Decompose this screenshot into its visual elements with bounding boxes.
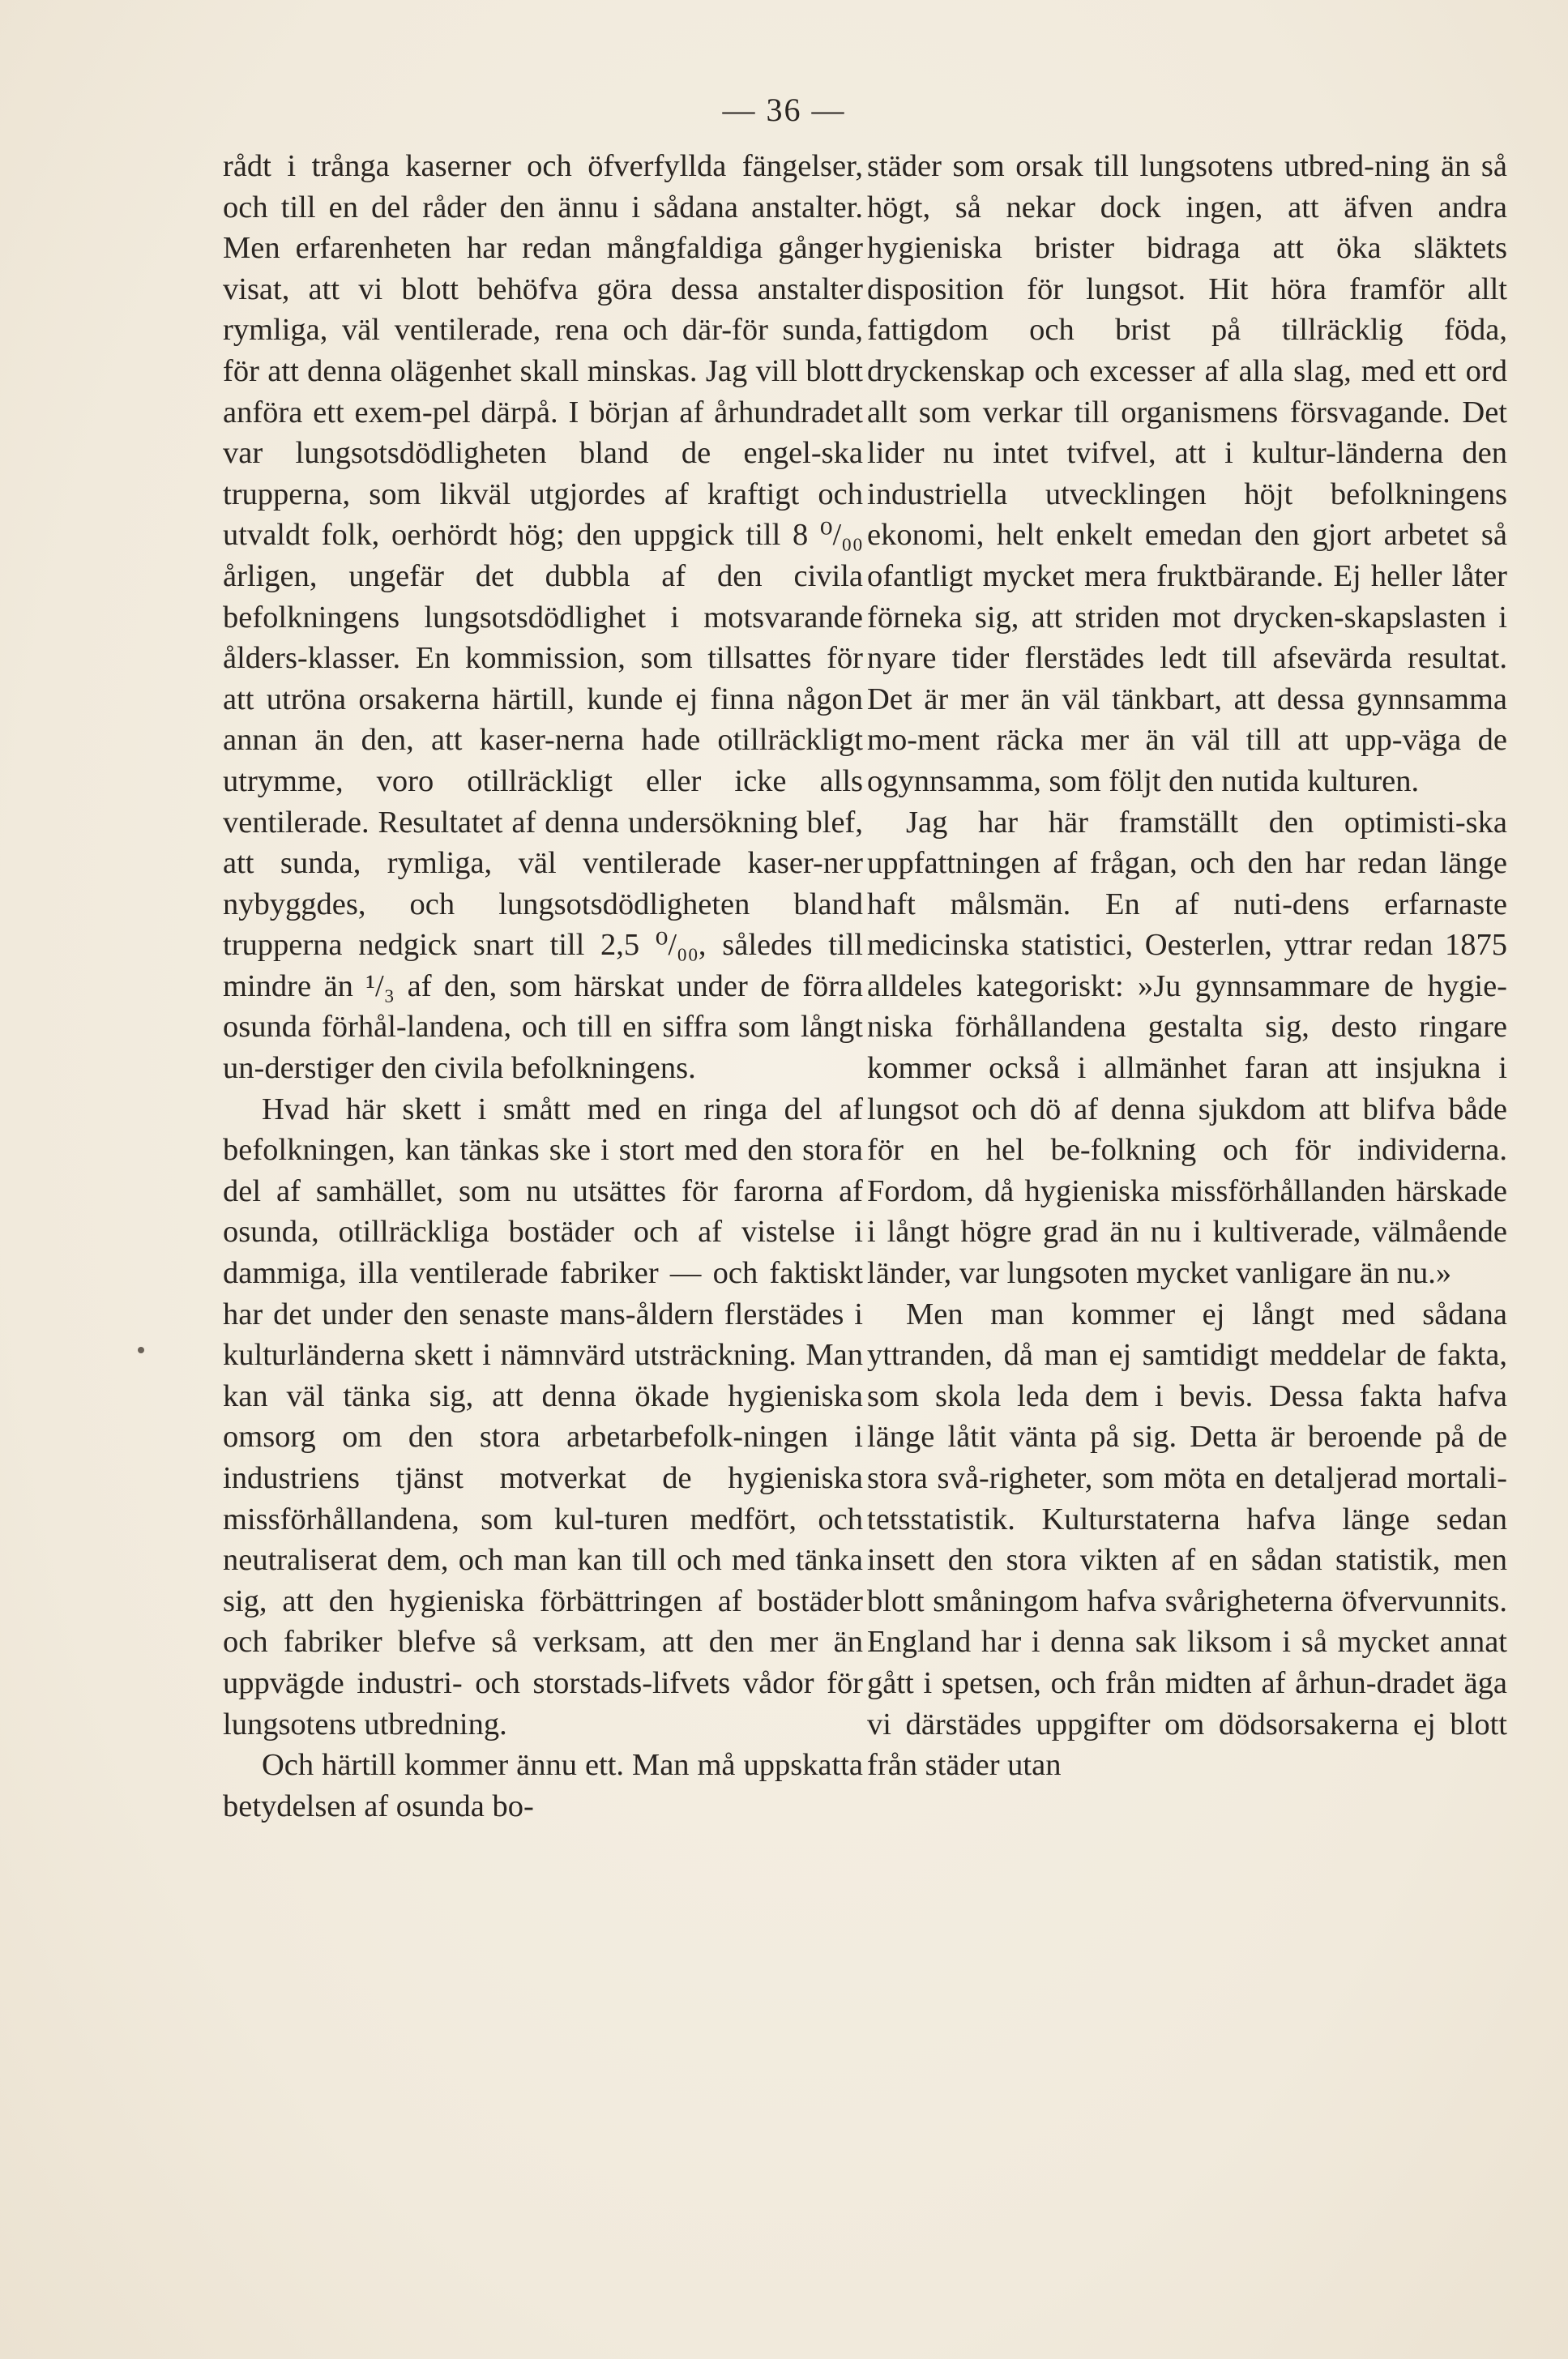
- paragraph: Men man kommer ej långt med sådana yttranden, då man ej samtidigt meddelar de fakta, som skola leda dem i bevis. Dessa fakta hafva länge låtit vänta på sig. Detta är beroende på de stora svå-righeter, som möta en detaljerad mortali-tetsstatistik. Kulturstaterna hafva länge sedan insett den stora vikten af en sådan statistik, men blott småningom hafva svårigheterna öfvervunnits. England har i denna sak liksom i så mycket annat gått i spetsen, och från midten af århun-dradet äga vi därstädes uppgifter om dödsorsakerna ej blott från städer utan: [867, 1297, 1507, 1783]
- left-column: [223, 146, 863, 1827]
- paragraph: Hvad här skett i smått med en ringa del af befolkningen, kan tänkas ske i stort med den stora del af samhället, som nu utsättes för farorna af osunda, otillräckliga bostäder och af vistelse i dammiga, illa ventilerade fabriker — och faktiskt har det under den senaste mans-åldern flerstädes i kulturländerna skett i nämnvärd utsträckning. Man kan väl tänka sig, att denna ökade hygieniska omsorg om den stora arbetarbefolk-ningen i industriens tjänst motverkat de hygieniska missförhållandena, som kul-turen medfört, och neutraliserat dem, och man kan till och med tänka sig, att den hygieniska förbättringen af bostäder och fabriker blefve så verksam, att den mer än uppvägde industri- och storstads-lifvets vådor för lungsotens utbredning.: [223, 1092, 863, 1741]
- paragraph: Jag har här framställt den optimisti-ska uppfattningen af frågan, och den har redan länge haft målsmän. En af nuti-dens erfarnaste medicinska statistici, Oesterlen, yttrar redan 1875 alldeles kategoriskt: »Ju gynnsammare de hygie-niska förhållandena gestalta sig, desto ringare kommer också i allmänhet faran att insjukna i lungsot och dö af denna sjukdom att blifva både för en hel be-folkning och för individerna. Fordom, då hygieniska missförhållanden härskade i långt högre grad än nu i kultiverade, välmående länder, var lungsoten mycket vanligare än nu.»: [867, 805, 1507, 1291]
- paragraph: städer som orsak till lungsotens utbred-ning än så högt, så nekar dock ingen, att äfven andra hygieniska brister bidraga att öka släktets disposition för lungsot. Hit höra framför allt fattigdom och brist på tillräcklig föda, dryckenskap och excesser af alla slag, med ett ord allt som verkar till organismens försvagande. Det lider nu intet tvifvel, att i kultur-länderna den industriella utvecklingen höjt befolkningens ekonomi, helt enkelt emedan den gjort arbetet så ofantligt mycket mera fruktbärande. Ej heller låter förneka sig, att striden mot drycken-skapslasten i nyare tider flerstädes ledt till afsevärda resultat. Det är mer än väl tänkbart, att dessa gynnsamma mo-ment räcka mer än väl till att upp-väga de ogynnsamma, som följt den nutida kulturen.: [867, 149, 1507, 798]
- page-number: — 36 —: [722, 92, 846, 128]
- margin-dot: [138, 1347, 144, 1353]
- paragraph: rådt i trånga kaserner och öfverfyllda fängelser, och till en del råder den ännu i sådana anstalter. Men erfarenheten har redan mångfaldiga gånger visat, att vi blott behöfva göra dessa anstalter rymliga, väl ventilerade, rena och där-för sunda, för att denna olägenhet skall minskas. Jag vill blott anföra ett exem-pel därpå. I början af århundradet var lungsotsdödligheten bland de engel-ska trupperna, som likväl utgjordes af kraftigt och utvaldt folk, oerhördt hög; den uppgick till 8 ⁰/₀₀ årligen, ungefär det dubbla af den civila befolkningens lungsotsdödlighet i motsvarande ålders-klasser. En kommission, som tillsattes för att utröna orsakerna härtill, kunde ej finna någon annan än den, att kaser-nerna hade otillräckligt utrymme, voro otillräckligt eller icke alls ventilerade. Resultatet af denna undersökning blef, att sunda, rymliga, väl ventilerade kaser-ner nybyggdes, och lungsotsdödligheten bland trupperna nedgick snart till 2,5 ⁰/₀₀, således till mindre än ¹/₃ af den, som härskat under de förra osunda förhål-landena, och till en siffra som långt un-derstiger den civila befolkningens.: [223, 149, 863, 1086]
- paragraph: Och härtill kommer ännu ett. Man må uppskatta betydelsen af osunda bo-: [223, 1748, 863, 1823]
- right-column: [867, 146, 1507, 1786]
